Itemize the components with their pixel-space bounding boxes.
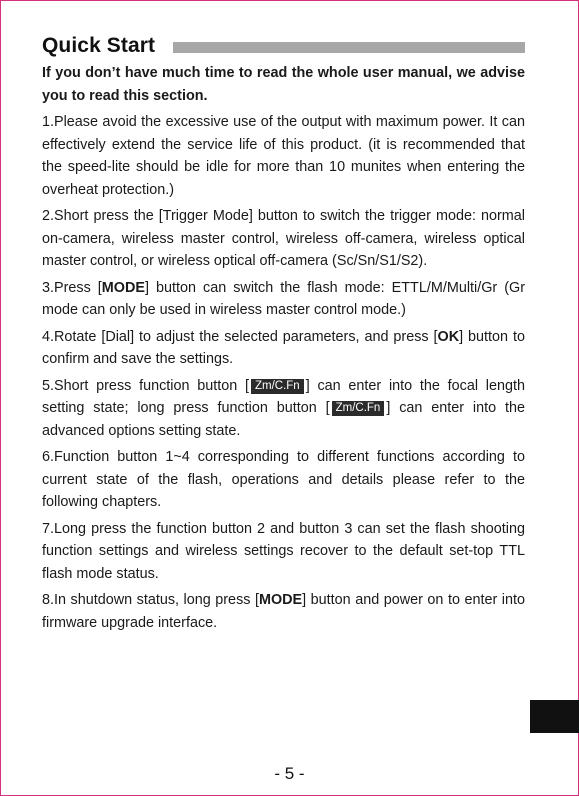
ok-key-label: OK [437,328,460,345]
item-8 [42,589,525,634]
item-7: 7.Long press the function button 2 and button 3 can set the flash shooting function settings and wireless settings recover to the default set-top TTL flash mode status. [42,520,525,582]
item-6: 6.Function button 1~4 corresponding to different functions according to current state of the flash, operations and details please refer to the following chapters. [42,449,525,510]
title-rule [173,42,525,53]
mode-key-label-2: MODE [258,592,303,608]
page-number: - 5 - [274,764,305,783]
chapter-tab-marker [530,700,579,733]
zm-cfn-button-chip-2: Zm/C.Fn [332,401,385,416]
item-3-pre: 3.Press [ [42,279,102,296]
section-header [42,33,525,59]
item-5-pre: 5.Short press function button [ [42,377,249,394]
page-title: Quick Start [42,34,156,57]
zm-cfn-button-chip: Zm/C.Fn [251,379,304,394]
mode-key-label: MODE [101,279,145,296]
item-4-post: ] button to confirm and save the settings. [42,328,525,367]
item-3-post: ] button can switch the flash mode: ETTL/M/Multi/Gr (Gr mode can only be used in wireless master control mode.) [42,279,525,318]
item-4 [42,326,525,371]
item-5 [42,375,525,443]
item-5-post: ] can enter into the advanced options setting state. [42,400,525,439]
intro-paragraph: If you don’t have much time to read the whole user manual, we advise you to read this section. [42,65,525,104]
item-3 [42,277,525,322]
quick-start-content [42,62,525,638]
item-2: 2.Short press the [Trigger Mode] button to switch the trigger mode: normal on-camera, wireless master control, wireless off-camera, wireless optical master control, or wireless optical off-camera (Sc/Sn/S1/S2). [42,208,525,269]
item-5-mid: ] can enter into the focal length setting state; long press function button [ [42,377,525,416]
item-8-pre: 8.In shutdown status, long press [ [42,592,259,608]
item-1: 1.Please avoid the excessive use of the output with maximum power. It can effectively extend the service life of this product. (it is recommended that the speed-lite should be idle for more than 10 munites when entering the overheat protection.) [42,114,525,198]
item-8-post: ] button and power on to enter into firmware upgrade interface. [42,592,525,631]
item-4-pre: 4.Rotate [Dial] to adjust the selected parameters, and press [ [42,328,438,345]
